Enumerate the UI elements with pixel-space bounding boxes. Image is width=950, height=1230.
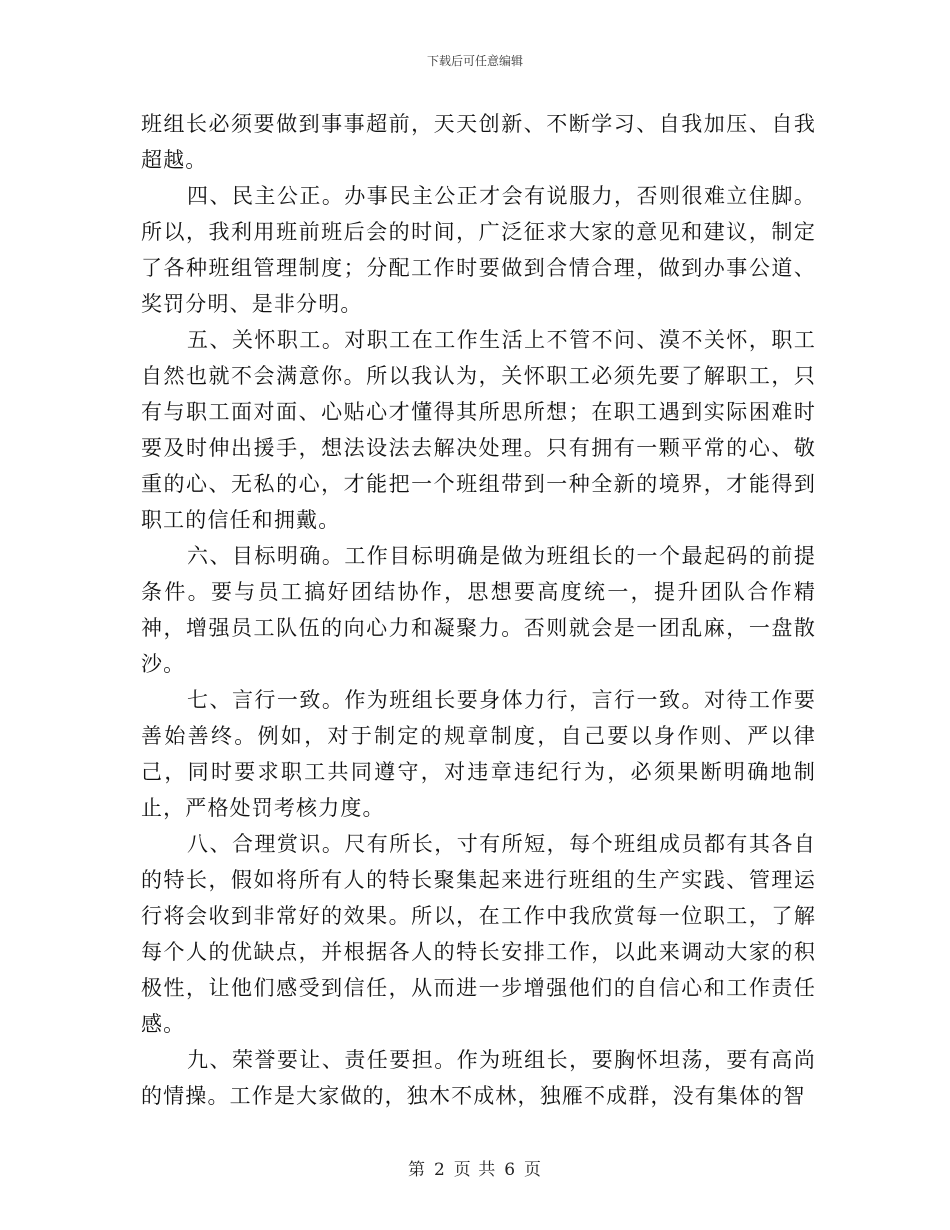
paragraph-words-and-deeds: 七、言行一致。作为班组长要身体力行，言行一致。对待工作要善始善终。例如，对于制定的规章制度，自己要以身作则、严以律己，同时要求职工共同遵守，对违章违纪行为，必须果断明确地制止，严格处罚考核力度。 — [141, 688, 816, 820]
paragraph-reasonable-appreciation: 八、合理赏识。尺有所长，寸有所短，每个班组成员都有其各自的特长，假如将所有人的特长聚集起来进行班组的生产实践、管理运行将会收到非常好的效果。所以，在工作中我欣赏每一位职工，了解每个人的优缺点，并根据各人的特长安排工作，以此来调动大家的积极性，让他们感受到信任，从而进一步增强他们的自信心和工作责任感。 — [141, 832, 816, 1036]
total-pages: 6 — [504, 1160, 517, 1180]
paragraph-democratic-fairness: 四、民主公正。办事民主公正才会有说服力，否则很难立住脚。所以，我利用班前班后会的时间，广泛征求大家的意见和建议，制定了各种班组管理制度；分配工作时要做到合情合理，做到办事公道、奖罚分明、是非分明。 — [141, 184, 816, 316]
document-body — [141, 106, 816, 1114]
paragraph-honor-and-responsibility: 九、荣誉要让、责任要担。作为班组长，要胸怀坦荡，要有高尚的情操。工作是大家做的，独木不成林，独雁不成群，没有集体的智 — [141, 1048, 816, 1108]
paragraph-care-for-workers: 五、关怀职工。对职工在工作生活上不管不问、漠不关怀，职工自然也就不会满意你。所以我认为，关怀职工必须先要了解职工，只有与职工面对面、心贴心才懂得其所思所想；在职工遇到实际困难时要及时伸出援手，想法设法去解决处理。只有拥有一颗平常的心、敬重的心、无私的心，才能把一个班组带到一种全新的境界，才能得到职工的信任和拥戴。 — [141, 328, 816, 532]
footer-prefix: 第 — [407, 1160, 426, 1180]
page-number: 2 — [433, 1160, 446, 1180]
footer-middle: 页 共 — [453, 1160, 497, 1180]
paragraph-continuation: 班组长必须要做到事事超前，天天创新、不断学习、自我加压、自我超越。 — [141, 112, 816, 172]
footer-suffix: 页 — [524, 1160, 543, 1180]
paragraph-clear-goals: 六、目标明确。工作目标明确是做为班组长的一个最起码的前提条件。要与员工搞好团结协作，思想要高度统一，提升团队合作精神，增强员工队伍的向心力和凝聚力。否则就会是一团乱麻，一盘散沙。 — [141, 544, 816, 676]
page-header: 下载后可任意编辑 — [426, 54, 523, 68]
page-footer — [0, 1155, 950, 1180]
